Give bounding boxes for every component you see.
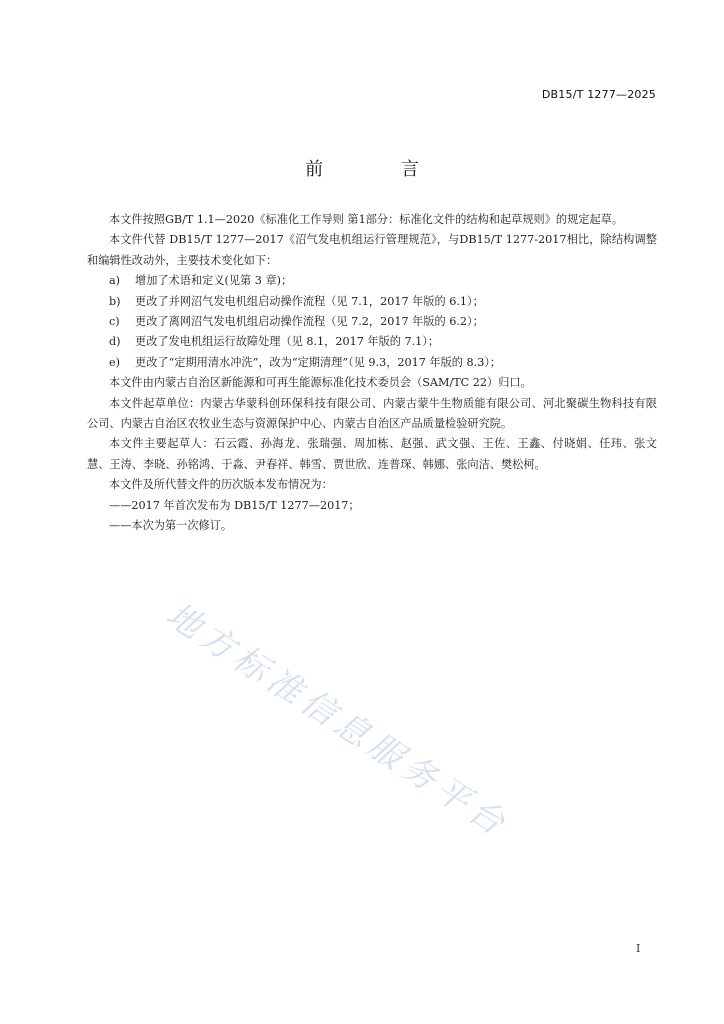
list-item-text: 更改了并网沼气发电机组启动操作流程（见 7.1，2017 年版的 6.1）； [135,294,484,308]
history-intro-paragraph: 本文件及所代替文件的历次版本发布情况为： [109,478,333,492]
drafters-paragraph: 本文件主要起草人：石云霞、孙海龙、张瑞强、周加栋、赵强、武文强、王佐、王鑫、付晓娟、任玮、张文慧、王涛、李晓、孙铭鸿、于淼、尹春祥、韩雪、贾世欣、连普琛、韩娜、张向洁、樊松柯。 [87,437,657,471]
list-item [87,271,657,291]
document-body [87,210,657,537]
list-item [87,312,657,332]
list-item-text: 更改了离网沼气发电机组启动操作流程（见 7.2，2017 年版的 6.2）； [135,315,484,329]
list-marker: e) [109,355,120,369]
watermark: 地方标准信息服务平台 [158,594,517,847]
list-item-text: 更改了发电机组运行故障处理（见 8.1，2017 年版的 7.1）； [135,335,440,349]
page-title: 前 言 [305,159,455,180]
page-number: I [636,942,641,955]
committee-paragraph: 本文件由内蒙古自治区新能源和可再生能源标准化技术委员会（SAM/TC 22）归口。 [109,376,532,390]
changes-list [87,271,657,373]
list-item-text: 增加了术语和定义(见第 3 章)； [135,274,293,288]
list-item [87,332,657,352]
list-item [87,292,657,312]
replacement-paragraph: 本文件代替 DB15/T 1277—2017《沼气发电机组运行管理规范》，与DB15/T 1277-2017相比，除结构调整和编辑性改动外，主要技术变化如下： [87,233,657,267]
list-item [87,353,657,373]
list-marker: c) [109,315,120,329]
drafting-basis-paragraph: 本文件按照GB/T 1.1—2020《标准化工作导则 第1部分：标准化文件的结构和起草规则》的规定起草。 [109,213,624,226]
standard-code: DB15/T 1277—2025 [541,88,656,101]
list-marker: a) [109,274,121,288]
history-line: ——2017 年首次发布为 DB15/T 1277—2017； [109,498,360,512]
list-marker: b) [109,294,121,308]
history-line: ——本次为第一次修订。 [109,519,233,533]
list-marker: d) [109,335,121,349]
list-item-text: 更改了“定期用清水冲洗”，改为“定期清理”（见 9.3，2017 年版的 8.3）； [135,355,502,369]
drafting-units-paragraph: 本文件起草单位：内蒙古华蒙科创环保科技有限公司、内蒙古蒙牛生物质能有限公司、河北聚碳生物科技有限公司、内蒙古自治区农牧业生态与资源保护中心、内蒙古自治区产品质量检验研究院。 [87,396,657,431]
